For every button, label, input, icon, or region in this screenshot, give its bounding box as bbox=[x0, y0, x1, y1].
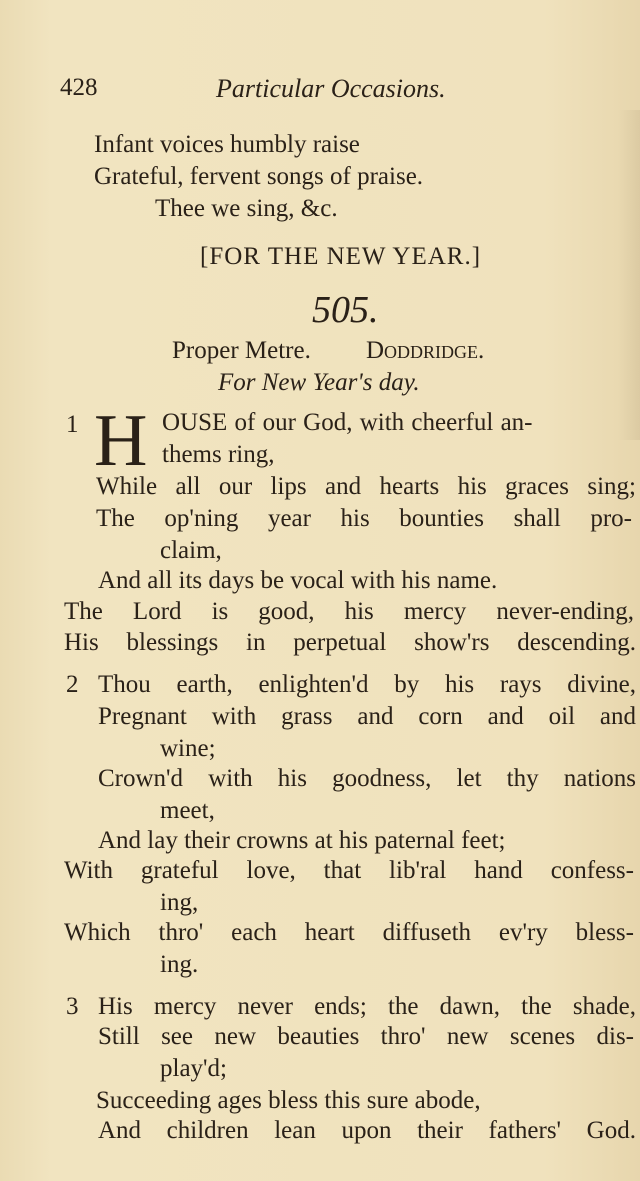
verse-number: 3 bbox=[66, 993, 79, 1020]
hymn-number: 505. bbox=[312, 289, 379, 331]
verse-line: Pregnant with grass and corn and oil and bbox=[98, 703, 636, 730]
verse-line: Thou earth, enlighten'd by his rays divine, bbox=[98, 671, 636, 698]
verse-line: ing, bbox=[160, 889, 199, 916]
running-title: Particular Occasions. bbox=[216, 74, 446, 103]
verse-line: And children lean upon their fathers' God. bbox=[98, 1117, 636, 1144]
verse-line: wine; bbox=[160, 735, 216, 762]
prev-hymn-line: Thee we sing, &c. bbox=[155, 195, 338, 222]
verse-line: Crown'd with his goodness, let thy nations bbox=[98, 765, 636, 792]
verse-line: Still see new beauties thro' new scenes dis- bbox=[98, 1023, 634, 1050]
verse-line: Succeeding ages bless this sure abode, bbox=[96, 1087, 481, 1114]
verse-line: play'd; bbox=[160, 1055, 227, 1082]
verse-line: The op'ning year his bounties shall pro- bbox=[96, 505, 632, 532]
verse-line: While all our lips and hearts his graces sing; bbox=[96, 473, 636, 500]
hymn-meter: Proper Metre. bbox=[172, 337, 311, 364]
verse-line: ing. bbox=[160, 951, 199, 978]
verse-line: claim, bbox=[160, 537, 222, 564]
page-number: 428 bbox=[60, 74, 98, 101]
verse-line: And lay their crowns at his paternal feet; bbox=[98, 827, 506, 854]
prev-hymn-line: Infant voices humbly raise bbox=[94, 131, 360, 158]
verse-line: And all its days be vocal with his name. bbox=[98, 567, 498, 594]
section-heading: [FOR THE NEW YEAR.] bbox=[200, 243, 482, 270]
drop-cap: H bbox=[94, 400, 148, 482]
verse-line: The Lord is good, his mercy never-ending, bbox=[64, 598, 634, 625]
hymn-title: For New Year's day. bbox=[218, 369, 420, 396]
verse-line: His blessings in perpetual show'rs descending. bbox=[64, 629, 636, 656]
facing-page-bleed bbox=[618, 110, 640, 440]
hymn-author: Doddridge. bbox=[366, 337, 485, 364]
verse-number: 2 bbox=[66, 671, 79, 698]
verse-line: His mercy never ends; the dawn, the shade, bbox=[98, 993, 636, 1020]
verse-line: Which thro' each heart diffuseth ev'ry bless- bbox=[64, 919, 634, 946]
verse-number: 1 bbox=[66, 411, 79, 438]
verse-line: thems ring, bbox=[162, 441, 275, 468]
prev-hymn-line: Grateful, fervent songs of praise. bbox=[94, 163, 424, 190]
verse-line: With grateful love, that lib'ral hand confess- bbox=[64, 857, 634, 884]
verse-line: OUSE of our God, with cheerful an- bbox=[162, 409, 533, 436]
verse-line: meet, bbox=[160, 797, 215, 824]
